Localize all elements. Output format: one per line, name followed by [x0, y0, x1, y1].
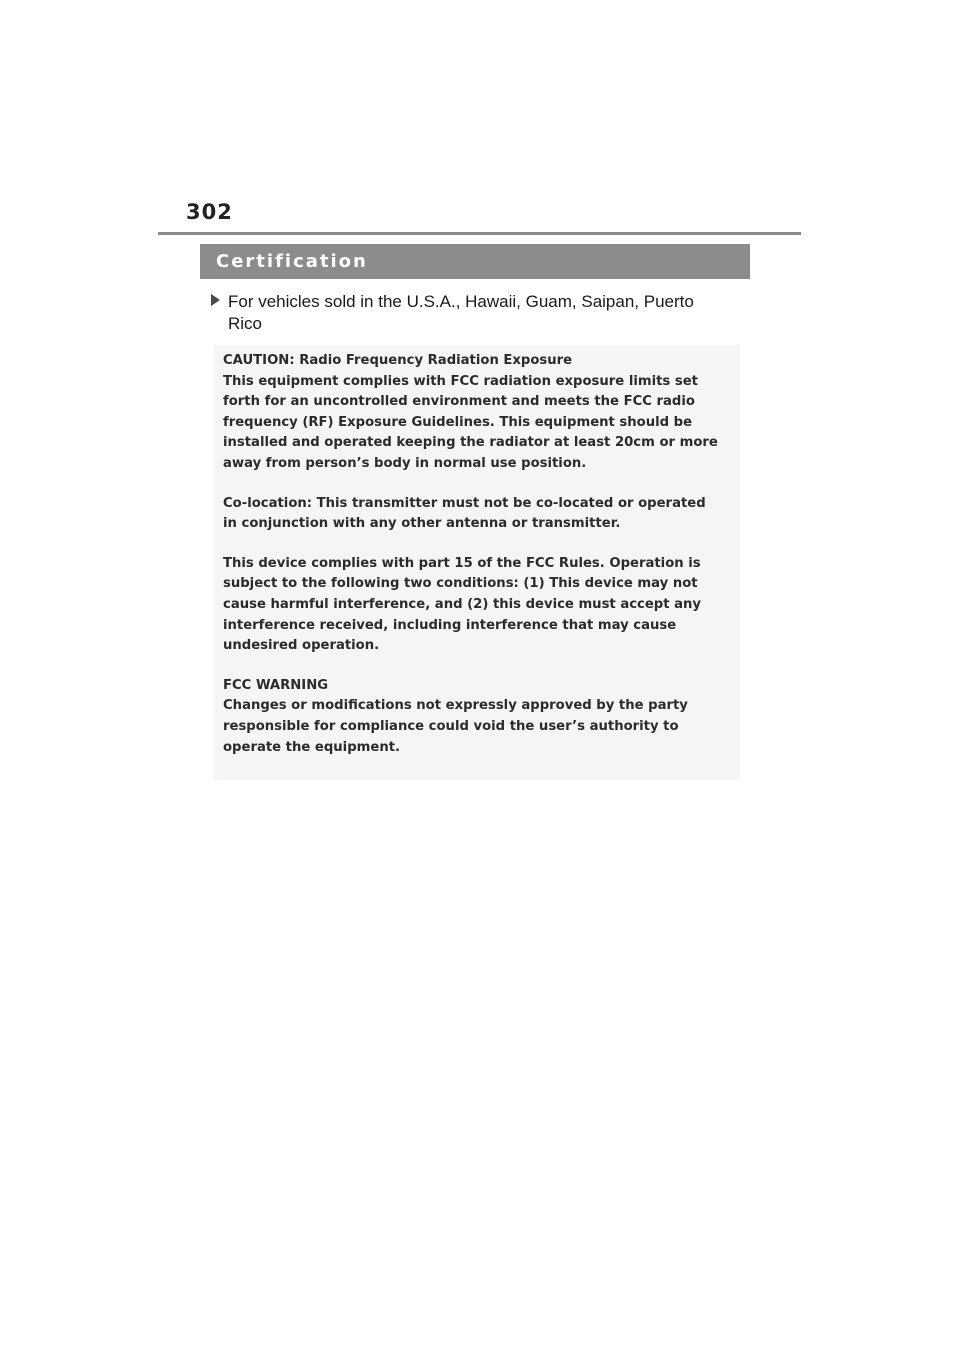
triangle-right-icon — [211, 291, 228, 306]
part-15-paragraph — [223, 554, 730, 657]
label-line: forth for an uncontrolled environment and meets the FCC radio — [223, 394, 695, 410]
label-line: CAUTION: Radio Frequency Radiation Exposure — [223, 353, 573, 368]
section-title: Certification — [216, 251, 368, 272]
label-line: subject to the following two conditions: (1) This device may not — [223, 576, 698, 592]
bullet-text-line: For vehicles sold in the U.S.A., Hawaii, Guam, Saipan, Puerto — [228, 292, 694, 311]
label-line: This device complies with part 15 of the FCC Rules. Operation is — [223, 555, 701, 571]
label-line: installed and operated keeping the radiator at least 20cm or more — [223, 435, 718, 451]
label-line: responsible for compliance could void the user’s authority to — [223, 718, 679, 734]
co-location-paragraph — [223, 494, 730, 535]
label-line: interference received, including interference that may cause — [223, 617, 677, 633]
page-number: 302 — [186, 200, 233, 224]
bullet-text-line: Rico — [228, 314, 263, 333]
fcc-label-image — [214, 345, 740, 780]
section-header-bar — [200, 244, 750, 279]
bullet-text — [228, 291, 733, 335]
fcc-warning-paragraph — [223, 676, 730, 758]
label-line: Co-location: This transmitter must not be co-located or operated — [223, 495, 706, 511]
label-line: Changes or modifications not expressly approved by the party — [223, 698, 688, 714]
label-line: frequency (RF) Exposure Guidelines. This equipment should be — [223, 414, 693, 430]
label-line: This equipment complies with FCC radiation exposure limits set — [223, 373, 698, 389]
header-rule — [158, 232, 801, 235]
label-line: operate the equipment. — [223, 739, 401, 755]
label-line: away from person’s body in normal use position. — [223, 455, 587, 471]
bullet-item — [211, 291, 751, 335]
caution-paragraph — [223, 351, 730, 475]
label-line: FCC WARNING — [223, 677, 329, 693]
label-line: undesired operation. — [223, 638, 380, 654]
label-line: cause harmful interference, and (2) this device must accept any — [223, 596, 702, 612]
label-line: in conjunction with any other antenna or transmitter. — [223, 516, 621, 532]
